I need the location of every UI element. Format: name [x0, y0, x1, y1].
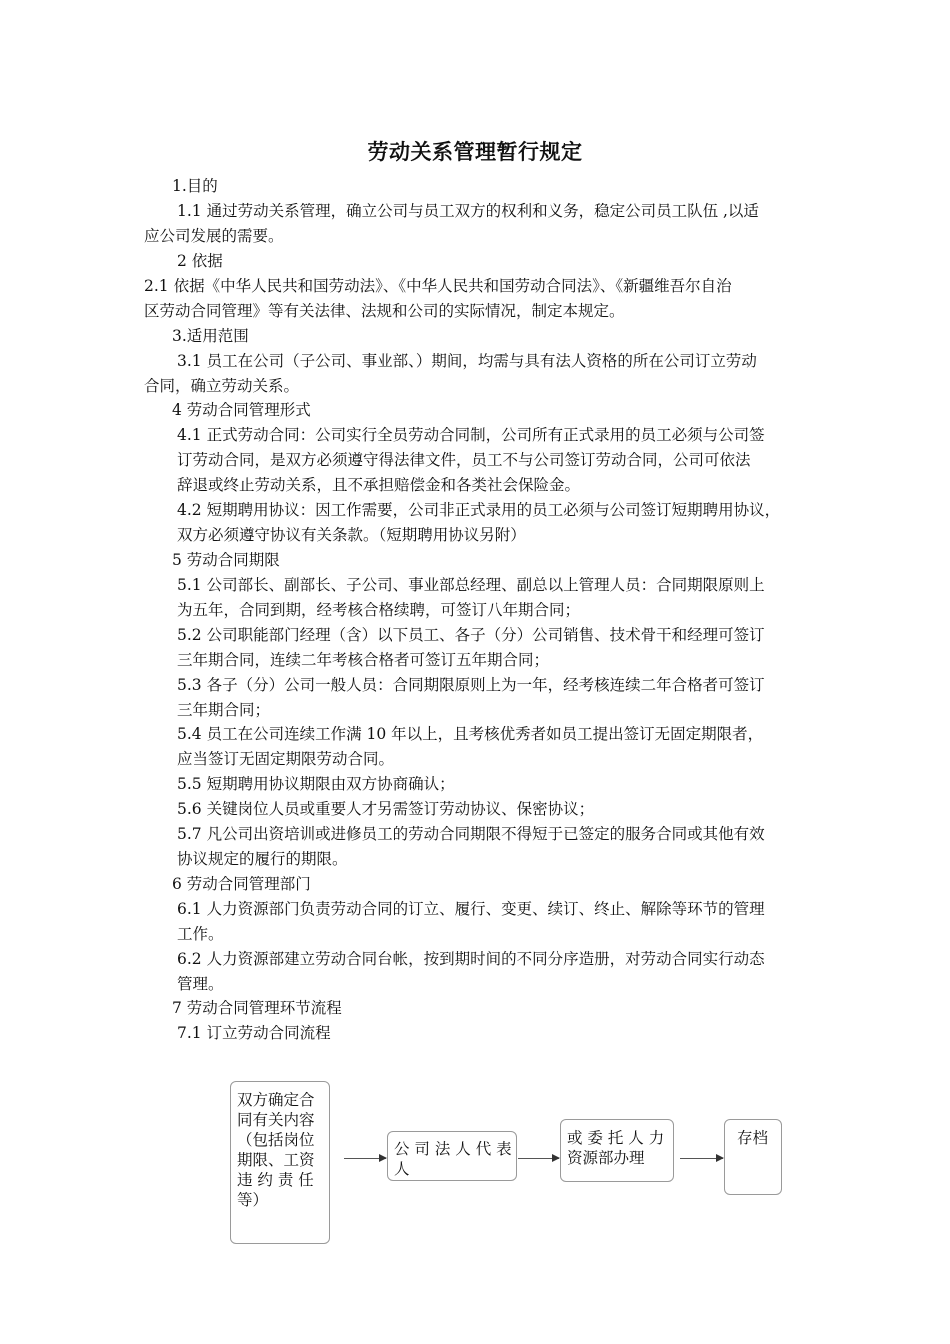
flow-step-1-box — [230, 1081, 330, 1244]
flow-step-3-line-2: 资源部办理 — [567, 1149, 645, 1167]
paragraph-5-3-line-1: 5.3 各子（分）公司一般人员：合同期限原则上为一年，经考核连续二年合格者可签订 — [177, 676, 765, 694]
flow-step-3-box — [560, 1119, 674, 1182]
flow-step-1-line-1: 双方确定合 — [237, 1091, 315, 1109]
flow-arrow-3 — [680, 1158, 723, 1159]
flow-step-3-line-1: 或 委 托 人 力 — [567, 1129, 665, 1147]
section-2-heading: 2 依据 — [177, 252, 223, 270]
paragraph-5-2-line-2: 三年期合同，连续二年考核合格者可签订五年期合同； — [177, 651, 550, 669]
paragraph-6-2-line-1: 6.2 人力资源部建立劳动合同台帐，按到期时间的不同分序造册，对劳动合同实行动态 — [177, 950, 765, 968]
paragraph-3-1-line-1: 3.1 员工在公司（子公司、事业部、）期间，均需与具有法人资格的所在公司订立劳动 — [177, 352, 757, 370]
flow-step-4-box — [724, 1119, 782, 1195]
paragraph-1-1-line-1: 1.1 通过劳动关系管理，确立公司与员工双方的权利和义务，稳定公司员工队伍 ,以适 — [177, 202, 759, 220]
paragraph-1-1-line-2: 应公司发展的需要。 — [144, 227, 284, 245]
paragraph-5-4-line-2: 应当签订无固定期限劳动合同。 — [177, 750, 395, 768]
paragraph-7-1: 7.1 订立劳动合同流程 — [177, 1024, 331, 1042]
flow-step-1-line-2: 同有关内容 — [237, 1111, 315, 1129]
section-7-heading: 7 劳动合同管理环节流程 — [172, 999, 342, 1017]
paragraph-5-1-line-2: 为五年，合同到期，经考核合格续聘，可签订八年期合同； — [177, 601, 581, 619]
paragraph-6-1-line-2: 工作。 — [177, 925, 224, 943]
flow-step-1-line-6: 等） — [237, 1191, 269, 1209]
flow-arrow-1 — [344, 1158, 386, 1159]
paragraph-5-1-line-1: 5.1 公司部长、副部长、子公司、事业部总经理、副总以上管理人员：合同期限原则上 — [177, 576, 765, 594]
paragraph-5-5: 5.5 短期聘用协议期限由双方协商确认； — [177, 775, 455, 793]
paragraph-5-7-line-2: 协议规定的履行的期限。 — [177, 850, 348, 868]
section-5-heading: 5 劳动合同期限 — [172, 551, 280, 569]
paragraph-5-6: 5.6 关键岗位人员或重要人才另需签订劳动协议、保密协议； — [177, 800, 595, 818]
paragraph-5-4-line-1: 5.4 员工在公司连续工作满 10 年以上，且考核优秀者如员工提出签订无固定期限者， — [177, 725, 764, 743]
paragraph-4-1-line-3: 辞退或终止劳动关系，且不承担赔偿金和各类社会保险金。 — [177, 476, 581, 494]
flow-step-2-line-2: 人 — [394, 1160, 410, 1178]
section-1-heading: 1.目的 — [172, 177, 218, 195]
flow-step-4-line-1: 存档 — [737, 1129, 769, 1147]
flow-step-1-line-4: 期限、工资 — [237, 1151, 315, 1169]
section-6-heading: 6 劳动合同管理部门 — [172, 875, 311, 893]
paragraph-5-2-line-1: 5.2 公司职能部门经理（含）以下员工、各子（分）公司销售、技术骨干和经理可签订 — [177, 626, 765, 644]
paragraph-4-2-line-2: 双方必须遵守协议有关条款。（短期聘用协议另附） — [177, 526, 526, 544]
flow-step-2-box — [387, 1131, 517, 1181]
paragraph-2-1-line-1: 2.1 依据《中华人民共和国劳动法》、《中华人民共和国劳动合同法》、《新疆维吾尔自治 — [144, 277, 732, 295]
paragraph-4-1-line-2: 订劳动合同，是双方必须遵守得法律文件，员工不与公司签订劳动合同，公司可依法 — [177, 451, 751, 469]
paragraph-6-1-line-1: 6.1 人力资源部门负责劳动合同的订立、履行、变更、续订、终止、解除等环节的管理 — [177, 900, 765, 918]
paragraph-6-2-line-2: 管理。 — [177, 975, 224, 993]
paragraph-2-1-line-2: 区劳动合同管理》等有关法律、法规和公司的实际情况，制定本规定。 — [144, 302, 625, 320]
paragraph-5-7-line-1: 5.7 凡公司出资培训或进修员工的劳动合同期限不得短于已签定的服务合同或其他有效 — [177, 825, 765, 843]
flow-step-1-line-3: （包括岗位 — [237, 1131, 315, 1149]
flow-step-2-line-1: 公 司 法 人 代 表 — [394, 1140, 512, 1158]
flow-arrow-2 — [518, 1158, 559, 1159]
flow-step-1-line-5: 违 约 责 任 — [237, 1171, 314, 1189]
paragraph-4-2-line-1: 4.2 短期聘用协议：因工作需要，公司非正式录用的员工必须与公司签订短期聘用协议， — [177, 501, 781, 519]
section-3-heading: 3.适用范围 — [172, 327, 249, 345]
section-4-heading: 4 劳动合同管理形式 — [172, 401, 311, 419]
document-title: 劳动关系管理暂行规定 — [367, 139, 583, 164]
paragraph-3-1-line-2: 合同，确立劳动关系。 — [144, 377, 300, 395]
paragraph-4-1-line-1: 4.1 正式劳动合同：公司实行全员劳动合同制，公司所有正式录用的员工必须与公司签 — [177, 426, 765, 444]
paragraph-5-3-line-2: 三年期合同； — [177, 701, 271, 719]
